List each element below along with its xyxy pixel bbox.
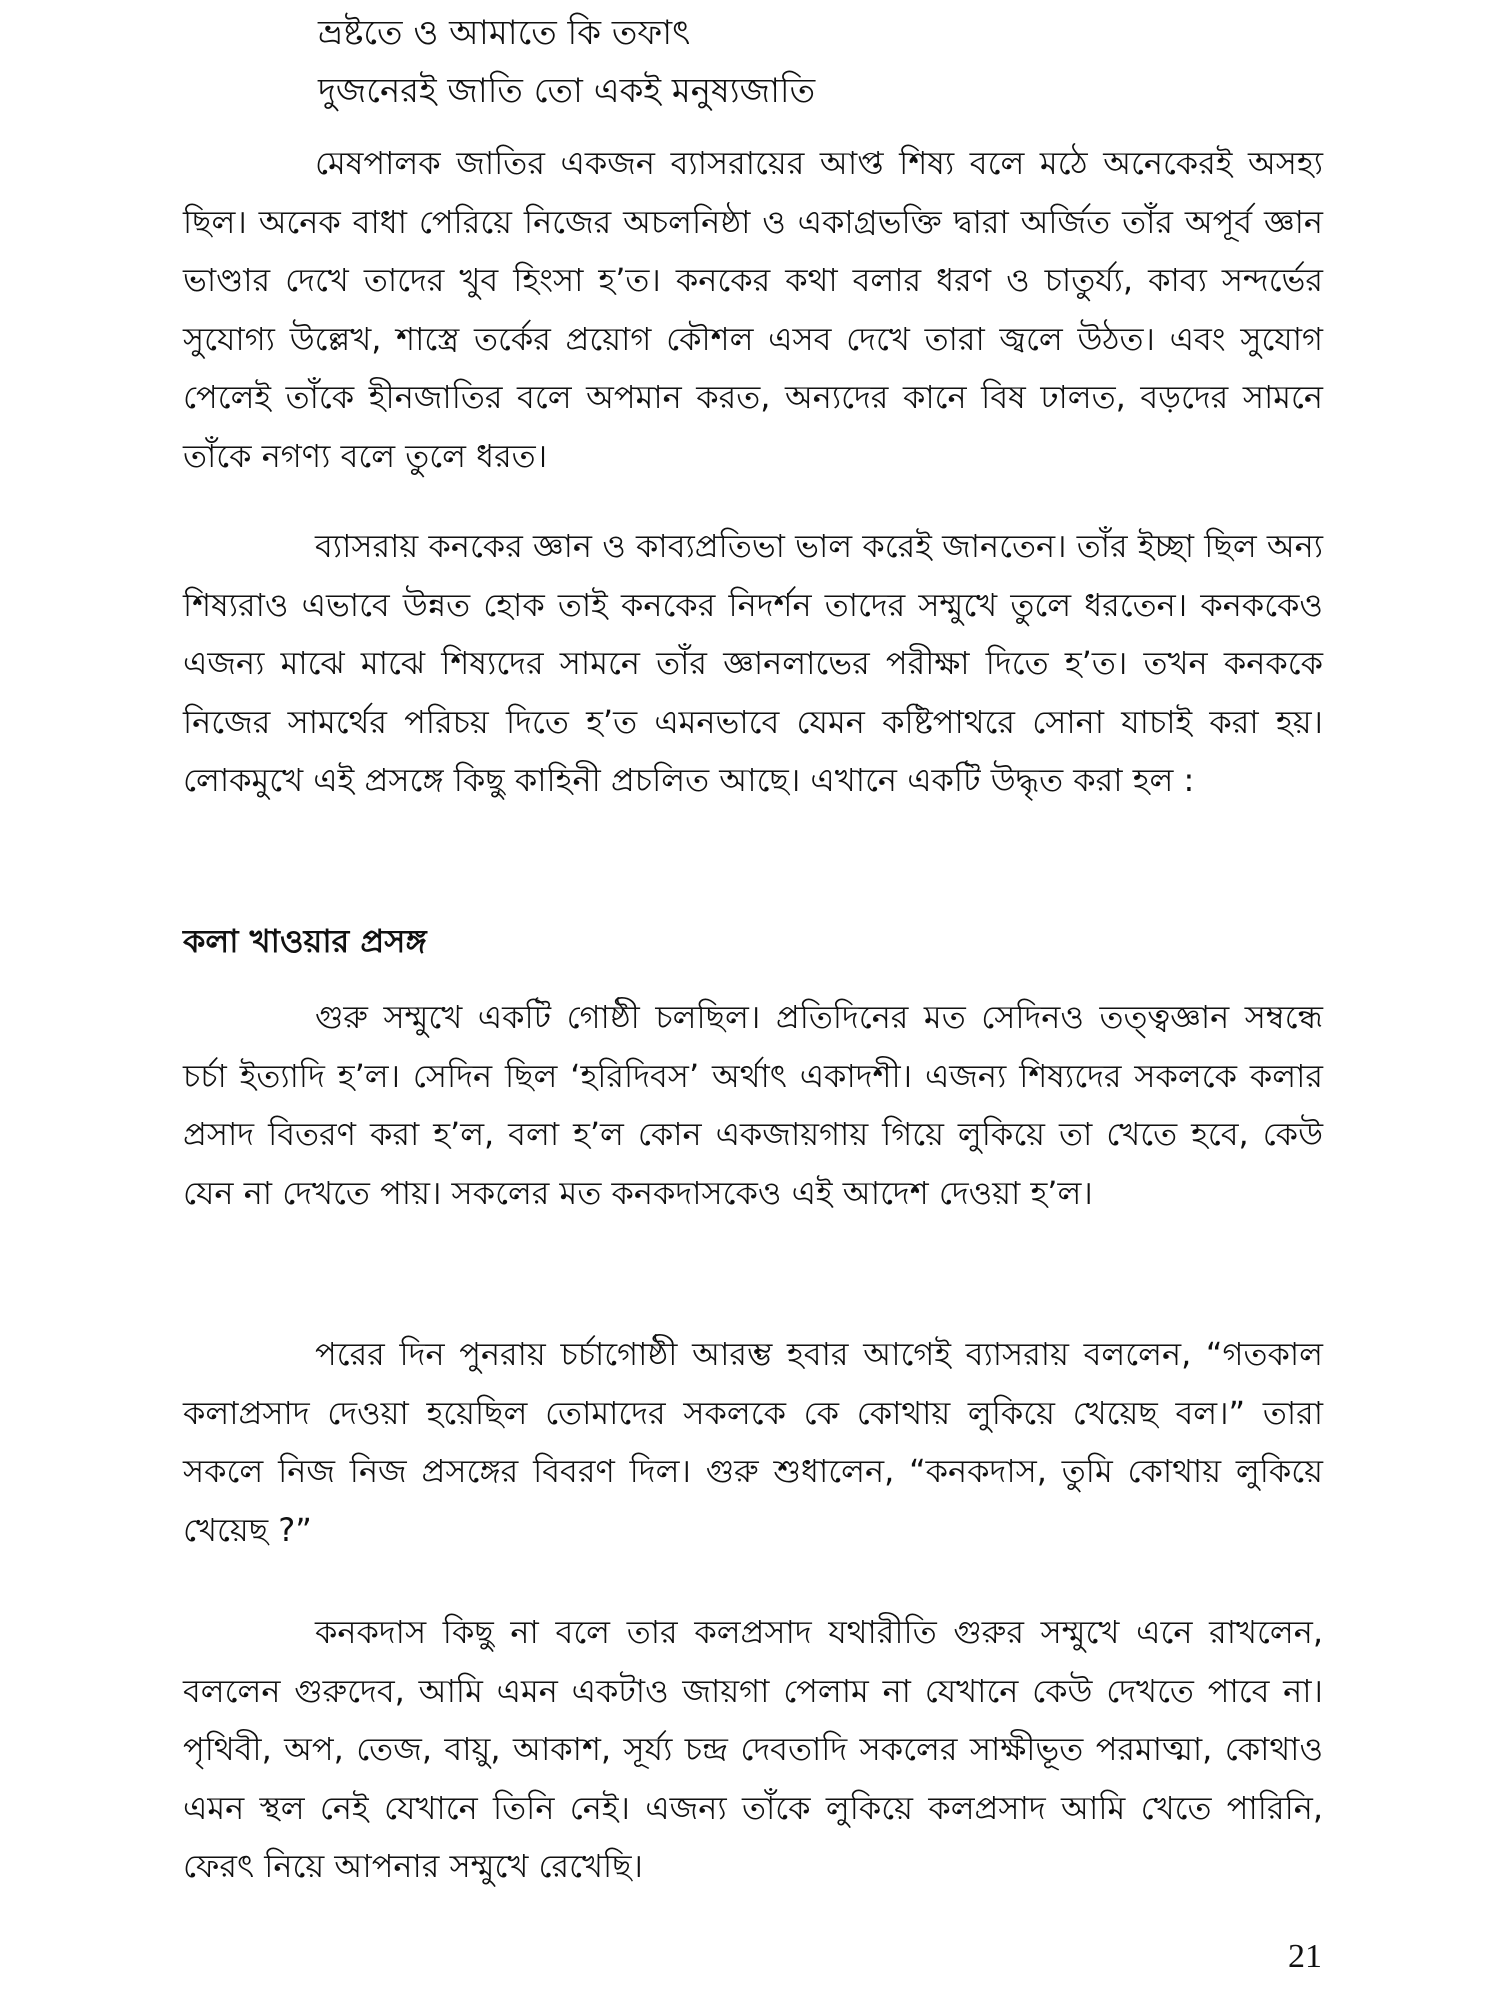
paragraph-vyasaraya (183, 517, 1323, 810)
paragraph: গুরু সম্মুখে একটি গোষ্ঠী চলছিল। প্রতিদিনের মত সেদিনও তত্ত্বজ্ঞান সম্বন্ধে চর্চা ইত্যাদি হ’ল। সেদিন ছিল ‘হরিদিবস’ অর্থাৎ একাদশী। এজন্য শিষ্যদের সকলকে কলার প্রসাদ বিতরণ করা হ’ল, বলা হ’ল কোন একজায়গায় গিয়ে লুকিয়ে তা খেতে হবে, কেউ যেন না দেখতে পায়। সকলের মত কনকদাসকেও এই আদেশ দেওয়া হ’ল। (183, 998, 1323, 1212)
paragraph: ব্যাসরায় কনকের জ্ঞান ও কাব্যপ্রতিভা ভাল করেই জানতেন। তাঁর ইচ্ছা ছিল অন্য শিষ্যরাও এভাবে উন্নত হোক তাই কনকের নিদর্শন তাদের সম্মুখে তুলে ধরতেন। কনককেও এজন্য মাঝে মাঝে শিষ্যদের সামনে তাঁর জ্ঞানলাভের পরীক্ষা দিতে হ’ত। তখন কনককে নিজের সামর্থের পরিচয় দিতে হ’ত এমনভাবে যেমন কষ্টিপাথরে সোনা যাচাই করা হয়। লোকমুখে এই প্রসঙ্গে কিছু কাহিনী প্রচলিত আছে। এখানে একটি উদ্ধৃত করা হল : (183, 527, 1323, 799)
verse-line: দুজনেরই জাতি তো একই মনুষ্যজাতি (318, 71, 816, 111)
paragraph-banana-story (183, 988, 1323, 1222)
verse-block (318, 4, 1318, 120)
paragraph-next-day (183, 1325, 1323, 1559)
paragraph-kanakadasa-answer (183, 1603, 1323, 1896)
paragraph: পরের দিন পুনরায় চর্চাগোষ্ঠী আরম্ভ হবার আগেই ব্যাসরায় বললেন, “গতকাল কলাপ্রসাদ দেওয়া হয়েছিল তোমাদের সকলকে কে কোথায় লুকিয়ে খেয়েছ বল।” তারা সকলে নিজ নিজ প্রসঙ্গের বিবরণ দিল। গুরু শুধালেন, “কনকদাস, তুমি কোথায় লুকিয়ে খেয়েছ ?” (183, 1335, 1323, 1549)
page-number: 21 (1288, 1938, 1322, 1975)
verse-line: ভ্রষ্টতে ও আমাতে কি তফাৎ (318, 13, 691, 53)
paragraph: কনকদাস কিছু না বলে তার কলপ্রসাদ যথারীতি গুরুর সম্মুখে এনে রাখলেন, বললেন গুরুদেব, আমি এমন একটাও জায়গা পেলাম না যেখানে কেউ দেখতে পাবে না। পৃথিবী, অপ, তেজ, বায়ু, আকাশ, সূর্য্য চন্দ্র দেবতাদি সকলের সাক্ষীভূত পরমাত্মা, কোথাও এমন স্থল নেই যেখানে তিনি নেই। এজন্য তাঁকে লুকিয়ে কলপ্রসাদ আমি খেতে পারিনি, ফেরৎ নিয়ে আপনার সম্মুখে রেখেছি। (183, 1613, 1323, 1885)
paragraph-mathe-jealousy (183, 134, 1323, 485)
paragraph: মেষপালক জাতির একজন ব্যাসরায়ের আপ্ত শিষ্য বলে মঠে অনেকেরই অসহ্য ছিল। অনেক বাধা পেরিয়ে নিজের অচলনিষ্ঠা ও একাগ্রভক্তি দ্বারা অর্জিত তাঁর অপূর্ব জ্ঞান ভাণ্ডার দেখে তাদের খুব হিংসা হ’ত। কনকের কথা বলার ধরণ ও চাতুর্য্য, কাব্য সন্দর্ভের সুযোগ্য উল্লেখ, শাস্ত্রে তর্কের প্রয়োগ কৌশল এসব দেখে তারা জ্বলে উঠত। এবং সুযোগ পেলেই তাঁকে হীনজাতির বলে অপমান করত, অন্যদের কানে বিষ ঢালত, বড়দের সামনে তাঁকে নগণ্য বলে তুলে ধরত। (183, 144, 1323, 475)
section-heading: কলা খাওয়ার প্রসঙ্গ (183, 922, 427, 960)
